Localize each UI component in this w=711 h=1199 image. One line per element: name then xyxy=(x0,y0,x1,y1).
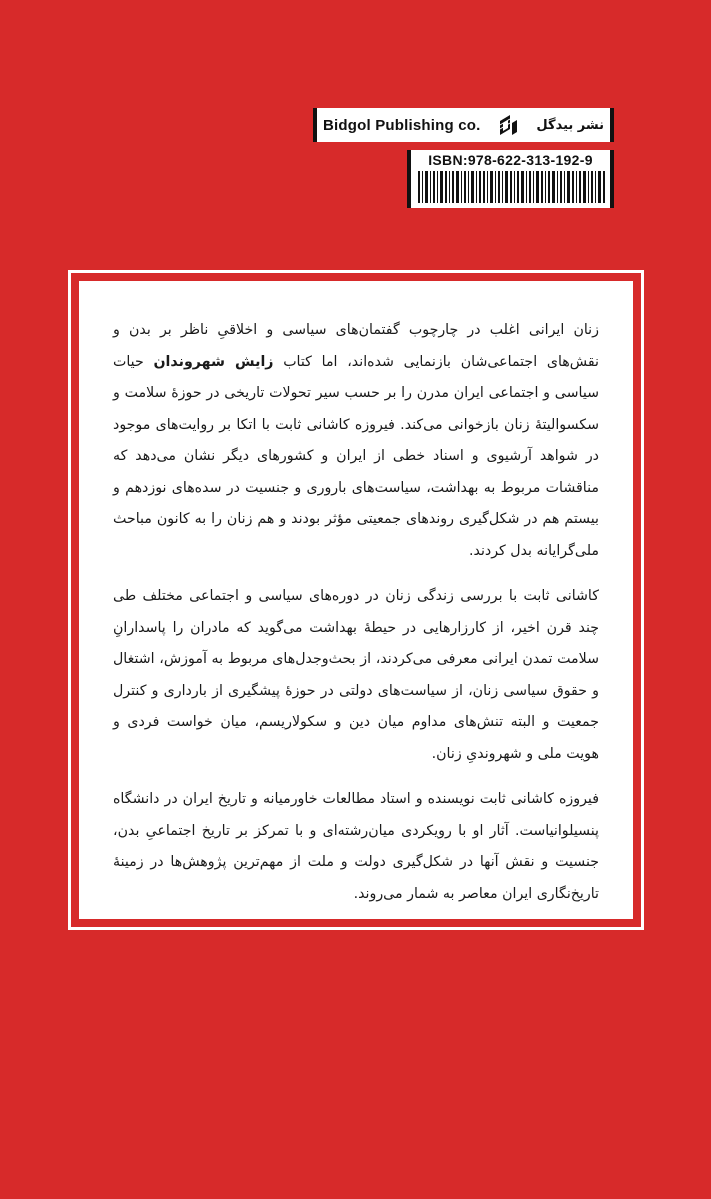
author-bio-paragraph: فیروزه کاشانی ثابت نویسنده و استاد مطالعات خاورمیانه و تاریخ ایران در دانشگاه پنسیلوانیاست. آثار او با رویکردی میان‌رشته‌ای و با تمرکز بر تاریخ اجتماعیِ بدن، جنسیت و نقش آنها در شکل‌گیری دولت و ملت از مهم‌ترین پژوهش‌ها در زمینهٔ تاریخ‌نگاری ایران معاصر به شمار می‌روند. xyxy=(113,791,599,902)
paragraph-1-body: حیات سیاسی و اجتماعی ایران مدرن را بر حسب سیر تحولات تاریخی در حوزهٔ سلامت و سکسوالیتهٔ زنان بازخوانی می‌کند. فیروزه کاشانی ثابت با اتکا بر روایت‌های موجود در شواهد آرشیوی و اسناد خطی از ایران و کشورهای دیگر نشان می‌دهد که مناقشات مربوط به بهداشت، سیاست‌های باروری و جنسیت در سده‌های نوزدهم و بیستم هم در شکل‌گیری روندهای جمعیتی مؤثر بودند و هم زنان را به کانون مباحث ملی‌گرایانه بدل کردند. xyxy=(113,353,599,559)
description-panel xyxy=(79,281,633,919)
book-title-bold: زایش شهروندان xyxy=(153,353,274,370)
bidgol-leaf-logo-icon xyxy=(496,113,520,137)
paragraph-1-intro: زنان ایرانی اغلب در چارچوب گفتمان‌های سیاسی و اخلاقیِ ناظر بر بدن و نقش‌های اجتماعی‌شان بازنمایی شده‌اند، اما کتاب xyxy=(113,322,599,370)
publisher-bar xyxy=(313,108,614,142)
isbn-number: ISBN:978-622-313-192-9 xyxy=(428,152,593,168)
barcode-graphic xyxy=(416,171,606,203)
isbn-barcode-block xyxy=(407,150,614,208)
description-paragraph-1 xyxy=(113,315,599,567)
description-paragraph-2: کاشانی ثابت با بررسی زندگی زنان در دوره‌های سیاسی و اجتماعی مختلف طی چند قرن اخیر، از کارزارهایی در حیطهٔ بهداشت می‌گوید که مادران را پاسدارانِ سلامت تمدن ایرانی معرفی می‌کردند، از بحث‌وجدل‌های مربوط به آموزش، اشتغال و حقوق سیاسی زنان، از سیاست‌های دولتی در حوزهٔ پیشگیری از بارداری و کنترل جمعیت و البته تنش‌های مداوم میان دین و سکولاریسم، میان خواست فردی و هویت ملی و شهروندیِ زنان. xyxy=(113,588,599,762)
publisher-name-persian: نشر بیدگل xyxy=(536,117,604,133)
publisher-name-english: Bidgol Publishing co. xyxy=(323,116,481,134)
